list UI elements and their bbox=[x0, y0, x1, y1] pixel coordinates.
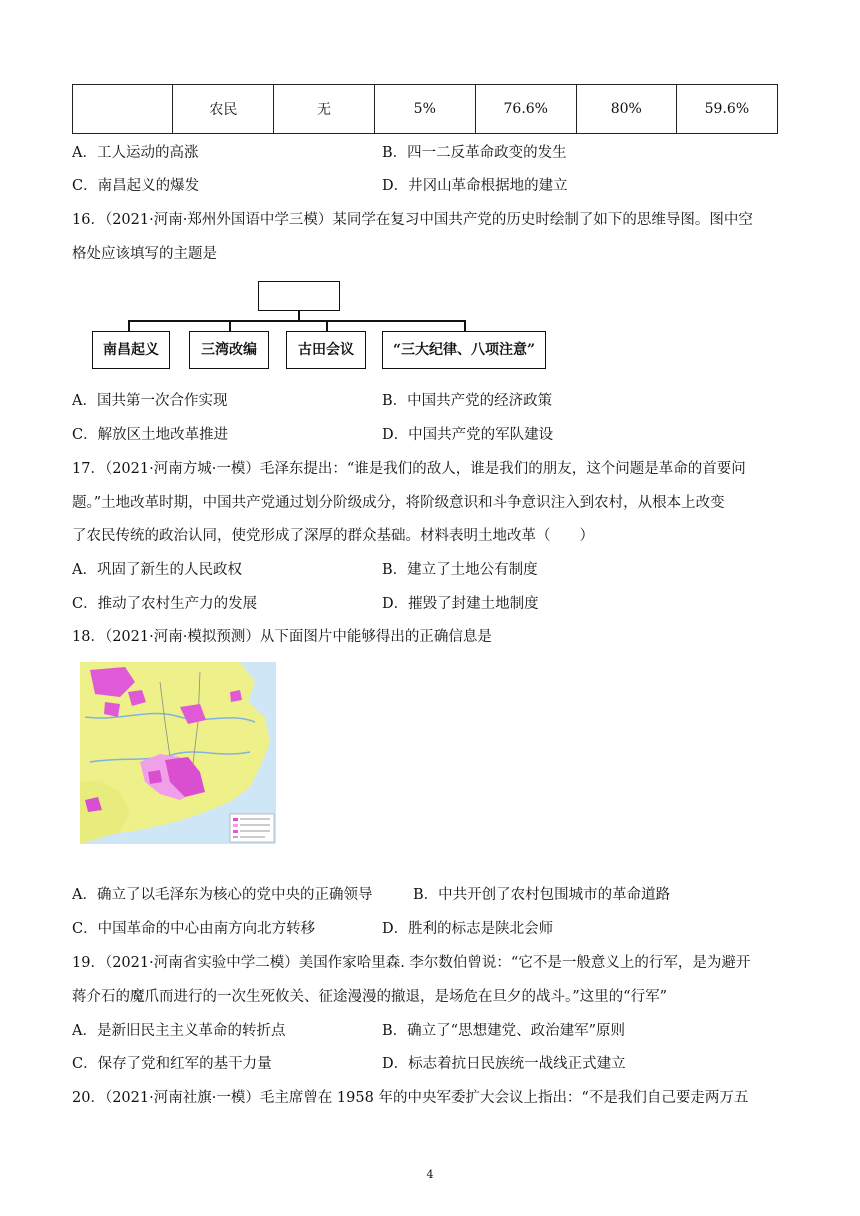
mindmap-connector bbox=[128, 320, 465, 322]
mindmap-connector bbox=[128, 320, 130, 331]
table-cell: 5% bbox=[374, 85, 475, 134]
q15-option-d: D．井冈山革命根据地的建立 bbox=[382, 178, 568, 194]
q17-option-d: D．摧毁了封建土地制度 bbox=[382, 596, 539, 612]
table-cell bbox=[73, 85, 173, 134]
q17-stem-line3: 了农民传统的政治认同，使党形成了深厚的群众基础。材料表明土地改革（ ） bbox=[72, 528, 594, 544]
mindmap-box-discipline: “三大纪律、八项注意” bbox=[382, 331, 546, 369]
q16-option-a: A．国共第一次合作实现 bbox=[72, 393, 228, 409]
q20-stem-line1: 20．（2021·河南社旗·一模）毛主席曾在 1958 年的中央军委扩大会议上指出：“不是我们自己要走两万五 bbox=[72, 1090, 749, 1106]
q16-option-b: B．中国共产党的经济政策 bbox=[382, 393, 553, 409]
table-cell: 农民 bbox=[173, 85, 274, 134]
table-cell: 59.6% bbox=[676, 85, 777, 134]
q15-option-b: B．四一二反革命政变的发生 bbox=[382, 145, 567, 161]
q19-option-c: C．保存了党和红军的基干力量 bbox=[72, 1056, 272, 1072]
q19-option-d: D．标志着抗日民族统一战线正式建立 bbox=[382, 1056, 626, 1072]
map-graphic bbox=[80, 662, 276, 844]
q19-stem-line2: 蒋介石的魔爪而进行的一次生死攸关、征途漫漫的撤退，是场危在旦夕的战斗。”这里的“行军” bbox=[72, 989, 667, 1005]
data-table bbox=[72, 84, 778, 134]
mindmap-connector bbox=[326, 320, 328, 331]
q17-option-c: C．推动了农村生产力的发展 bbox=[72, 596, 258, 612]
q18-option-a: A．确立了以毛泽东为核心的党中央的正确领导 bbox=[72, 887, 373, 903]
table-cell: 76.6% bbox=[475, 85, 576, 134]
mindmap-box-gutian: 古田会议 bbox=[286, 331, 366, 369]
q17-stem-line1: 17．（2021·河南方城·一模）毛泽东提出：“谁是我们的敌人，谁是我们的朋友，这个问题是革命的首要问 bbox=[72, 461, 746, 477]
q18-option-d: D．胜利的标志是陕北会师 bbox=[382, 921, 554, 937]
mindmap-box-nanchang: 南昌起义 bbox=[92, 331, 170, 369]
page-number: 4 bbox=[426, 1168, 434, 1181]
q19-option-a: A．是新旧民主主义革命的转折点 bbox=[72, 1023, 286, 1039]
q16-stem-line1: 16．（2021·河南·郑州外国语中学三模）某同学在复习中国共产党的历史时绘制了如下的思维导图。图中空 bbox=[72, 212, 753, 228]
q16-option-d: D．中国共产党的军队建设 bbox=[382, 427, 554, 443]
q15-option-c: C．南昌起义的爆发 bbox=[72, 178, 200, 194]
mindmap-connector bbox=[464, 320, 466, 331]
table-cell: 无 bbox=[274, 85, 375, 134]
soviet-areas-map-image bbox=[80, 662, 276, 844]
q17-stem-line2: 题。”土地改革时期，中国共产党通过划分阶级成分，将阶级意识和斗争意识注入到农村，从根本上改变 bbox=[72, 495, 725, 511]
q15-option-a: A．工人运动的高涨 bbox=[72, 145, 199, 161]
q18-stem-line1: 18．（2021·河南·模拟预测）从下面图片中能够得出的正确信息是 bbox=[72, 629, 492, 645]
q19-option-b: B．确立了“思想建党、政治建军”原则 bbox=[382, 1023, 625, 1039]
mindmap-connector bbox=[229, 320, 231, 331]
q19-stem-line1: 19．（2021·河南省实验中学二模）美国作家哈里森. 李尔数伯曾说：“它不是一般意义上的行军，是为避开 bbox=[72, 955, 751, 971]
mindmap-connector bbox=[298, 311, 300, 320]
q17-option-b: B．建立了土地公有制度 bbox=[382, 562, 538, 578]
table-row bbox=[73, 85, 778, 134]
q16-stem-line2: 格处应该填写的主题是 bbox=[72, 246, 217, 262]
mindmap-blank-box bbox=[258, 281, 340, 311]
table-cell: 80% bbox=[576, 85, 676, 134]
mindmap-box-sanwan: 三湾改编 bbox=[189, 331, 269, 369]
q18-option-b: B．中共开创了农村包围城市的革命道路 bbox=[413, 887, 671, 903]
q16-option-c: C．解放区土地改革推进 bbox=[72, 427, 229, 443]
q17-option-a: A．巩固了新生的人民政权 bbox=[72, 562, 242, 578]
q18-option-c: C．中国革命的中心由南方向北方转移 bbox=[72, 921, 316, 937]
